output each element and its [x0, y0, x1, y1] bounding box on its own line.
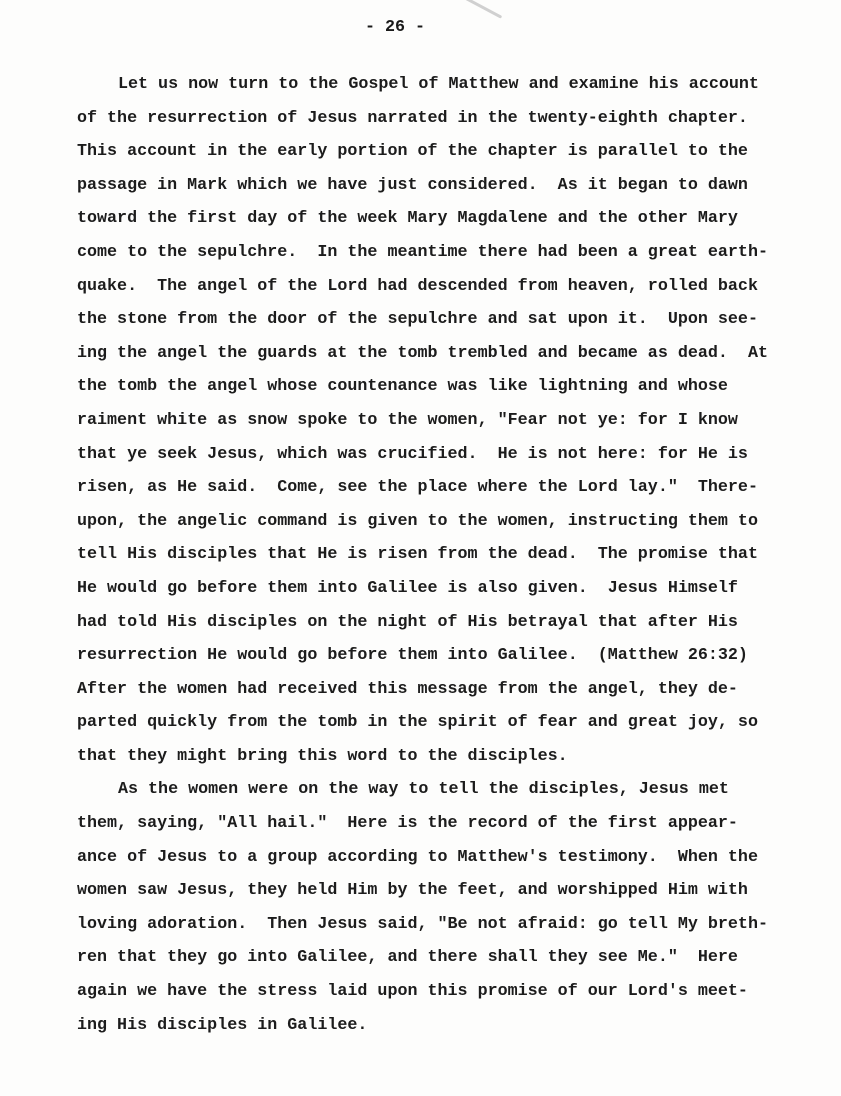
- text-line: parted quickly from the tomb in the spirit of fear and great joy, so: [77, 713, 758, 733]
- text-line: of the resurrection of Jesus narrated in the twenty-eighth chapter.: [77, 108, 748, 128]
- text-line: Let us now turn to the Gospel of Matthew and examine his account: [118, 75, 759, 94]
- text-line: women saw Jesus, they held Him by the feet, and worshipped Him with: [77, 881, 748, 901]
- text-line: ren that they go into Galilee, and there shall they see Me." Here: [77, 948, 738, 968]
- text-line: had told His disciples on the night of His betrayal that after His: [77, 612, 738, 632]
- text-line: upon, the angelic command is given to the women, instructing them to: [77, 511, 758, 531]
- text-line: ing His disciples in Galilee.: [77, 1015, 368, 1035]
- text-line: that they might bring this word to the disciples.: [77, 746, 568, 766]
- paper-smudge: [464, 0, 502, 19]
- text-line: the stone from the door of the sepulchre and sat upon it. Upon see-: [77, 310, 758, 330]
- text-line: resurrection He would go before them into Galilee. (Matthew 26:32): [77, 646, 748, 666]
- text-line: tell His disciples that He is risen from the dead. The promise that: [77, 545, 758, 565]
- text-line: passage in Mark which we have just considered. As it began to dawn: [77, 175, 748, 195]
- text-line: loving adoration. Then Jesus said, "Be not afraid: go tell My breth-: [77, 914, 768, 934]
- page-number: - 26 -: [364, 18, 426, 37]
- text-line: them, saying, "All hail." Here is the record of the first appear-: [77, 814, 738, 834]
- text-line: As the women were on the way to tell the disciples, Jesus met: [118, 780, 729, 800]
- text-line: again we have the stress laid upon this promise of our Lord's meet-: [77, 982, 748, 1002]
- text-line: He would go before them into Galilee is also given. Jesus Himself: [77, 578, 738, 598]
- text-line: toward the first day of the week Mary Magdalene and the other Mary: [77, 209, 738, 229]
- text-line: risen, as He said. Come, see the place where the Lord lay." There-: [77, 478, 758, 498]
- text-line: ing the angel the guards at the tomb trembled and became as dead. At: [77, 343, 768, 363]
- text-line: raiment white as snow spoke to the women, "Fear not ye: for I know: [77, 410, 738, 430]
- text-line: quake. The angel of the Lord had descended from heaven, rolled back: [77, 276, 758, 296]
- text-line: the tomb the angel whose countenance was like lightning and whose: [77, 377, 728, 397]
- text-line: come to the sepulchre. In the meantime there had been a great earth-: [77, 242, 768, 262]
- text-line: ance of Jesus to a group according to Matthew's testimony. When the: [77, 847, 758, 867]
- document-body: [77, 68, 797, 1042]
- text-line: that ye seek Jesus, which was crucified. He is not here: for He is: [77, 444, 748, 464]
- text-line: This account in the early portion of the chapter is parallel to the: [77, 142, 748, 162]
- text-line: After the women had received this message from the angel, they de-: [77, 679, 738, 699]
